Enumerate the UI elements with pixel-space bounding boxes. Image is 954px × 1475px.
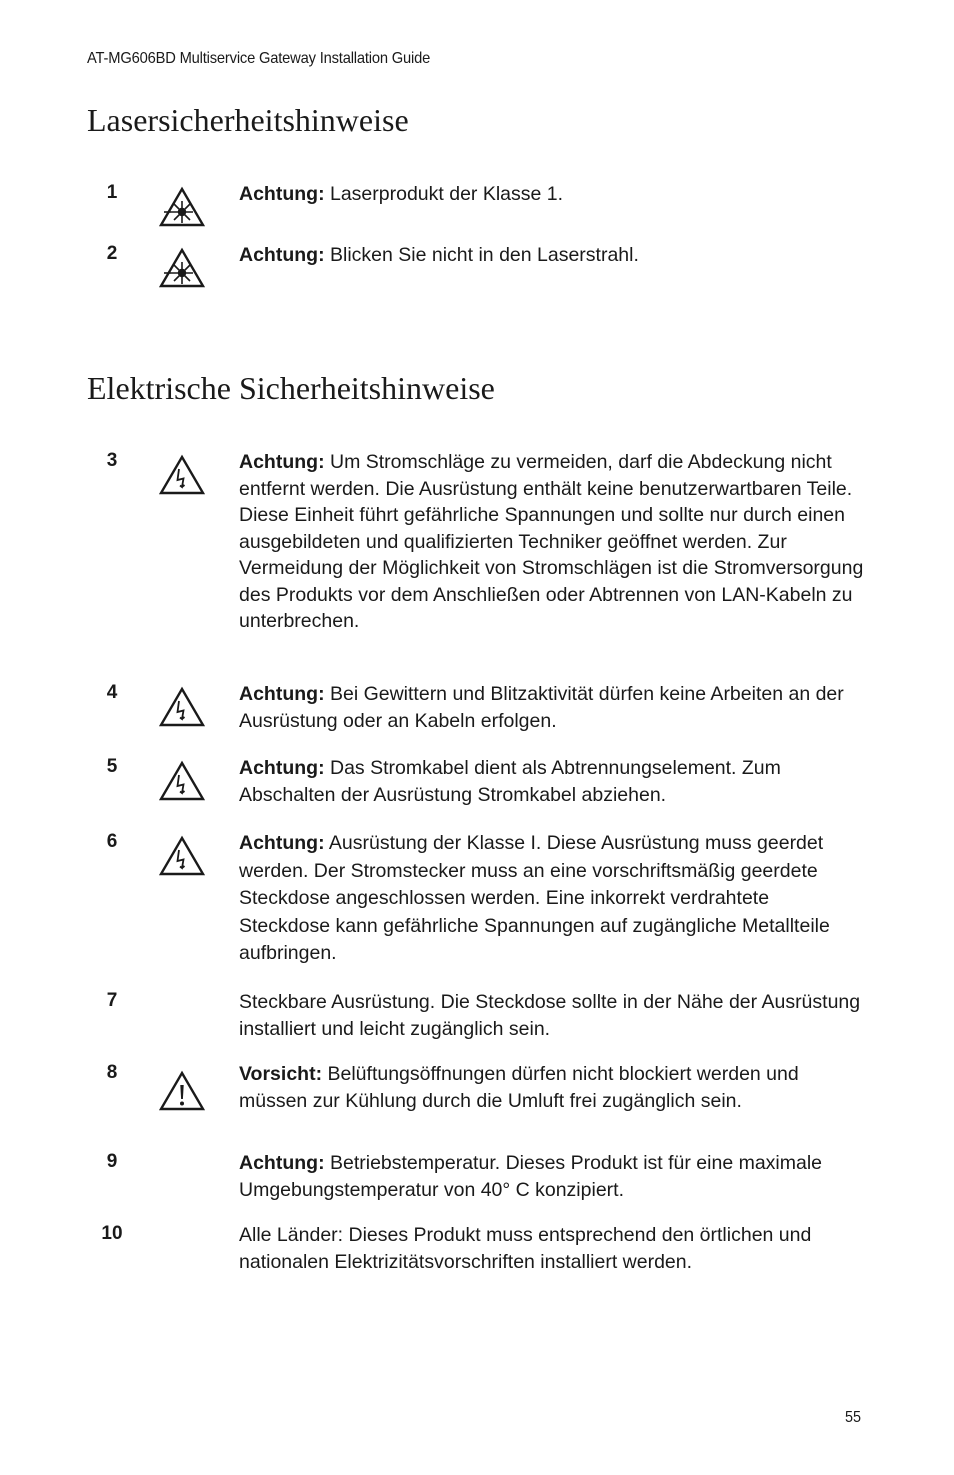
- section-title-electrical: Elektrische Sicherheitshinweise: [87, 370, 495, 406]
- item-body: Laserprodukt der Klasse 1.: [329, 183, 564, 205]
- laser-warning-icon: [158, 186, 206, 228]
- item-body: Betriebstemperatur. Dieses Produkt ist für eine maximale Umgebungstemperatur von 40° C konzipiert.: [239, 1152, 823, 1201]
- item-label: Vorsicht:: [239, 1063, 323, 1085]
- item-text: [239, 830, 864, 968]
- electric-shock-warning-icon: [158, 686, 206, 728]
- item-body: Um Stromschläge zu vermeiden, darf die Abdeckung nicht entfernt werden. Die Ausrüstung enthält keine benutzerwartbaren Teile. Diese Einheit führt gefährliche Spannungen und sollte nur durch einen ausgebildeten und qualifizierten Techniker geöffnet werden. Zur Vermeidung der Möglichkeit von Stromschlägen ist die Stromversorgung des Produkts vor dem Anschließen oder Abtrennen von LAN-Kabeln zu unterbrechen.: [239, 451, 864, 632]
- item-number: 1: [106, 182, 118, 203]
- caution-exclamation-icon: [158, 1070, 206, 1112]
- item-text: [239, 681, 864, 734]
- item-label: Achtung:: [239, 451, 325, 473]
- item-text: [239, 1061, 864, 1114]
- item-label: Achtung:: [239, 1152, 325, 1174]
- item-label: Achtung:: [239, 683, 325, 705]
- electric-shock-warning-icon: [158, 835, 206, 877]
- item-text: [239, 1222, 864, 1275]
- item-label: Achtung:: [239, 757, 325, 779]
- item-body: Bei Gewittern und Blitzaktivität dürfen keine Arbeiten an der Ausrüstung oder an Kabeln erfolgen.: [239, 683, 844, 732]
- item-number: 4: [106, 682, 118, 703]
- running-header: AT-MG606BD Multiservice Gateway Installation Guide: [87, 50, 431, 67]
- item-text: [239, 449, 864, 635]
- item-text: [239, 1150, 864, 1203]
- item-number: 2: [106, 243, 118, 264]
- item-number: 3: [106, 450, 118, 471]
- item-number: 7: [106, 990, 118, 1011]
- item-body: Das Stromkabel dient als Abtrennungselement. Zum Abschalten der Ausrüstung Stromkabel abziehen.: [239, 757, 781, 806]
- laser-warning-icon: [158, 247, 206, 289]
- electric-shock-warning-icon: [158, 760, 206, 802]
- item-label: Achtung:: [239, 183, 325, 205]
- item-body: Alle Länder: Dieses Produkt muss entsprechend den örtlichen und nationalen Elektrizitätsvorschriften installiert werden.: [239, 1224, 812, 1273]
- item-label: Achtung:: [239, 832, 325, 854]
- item-text: [239, 181, 864, 208]
- page-number: 55: [845, 1409, 862, 1426]
- item-number: 10: [101, 1223, 123, 1244]
- item-body: Steckbare Ausrüstung. Die Steckdose sollte in der Nähe der Ausrüstung installiert und leicht zugänglich sein.: [239, 991, 861, 1040]
- item-body: Ausrüstung der Klasse I. Diese Ausrüstung muss geerdet werden. Der Stromstecker muss an eine vorschriftsmäßig geerdete Steckdose angeschlossen werden. Eine inkorrekt verdrahtete Steckdose kann gefährliche Spannungen auf zugängliche Metallteile aufbringen.: [239, 832, 830, 964]
- electric-shock-warning-icon: [158, 454, 206, 496]
- item-text: [239, 755, 864, 808]
- item-body: Belüftungsöffnungen dürfen nicht blockiert werden und müssen zur Kühlung durch die Umluft frei zugänglich sein.: [239, 1063, 799, 1112]
- item-body: Blicken Sie nicht in den Laserstrahl.: [329, 244, 639, 266]
- item-number: 5: [106, 756, 118, 777]
- item-label: Achtung:: [239, 244, 325, 266]
- item-number: 9: [106, 1151, 118, 1172]
- item-number: 6: [106, 831, 118, 852]
- item-number: 8: [106, 1062, 118, 1083]
- item-text: [239, 989, 864, 1042]
- section-title-laser: Lasersicherheitshinweise: [87, 102, 409, 138]
- item-text: [239, 242, 864, 269]
